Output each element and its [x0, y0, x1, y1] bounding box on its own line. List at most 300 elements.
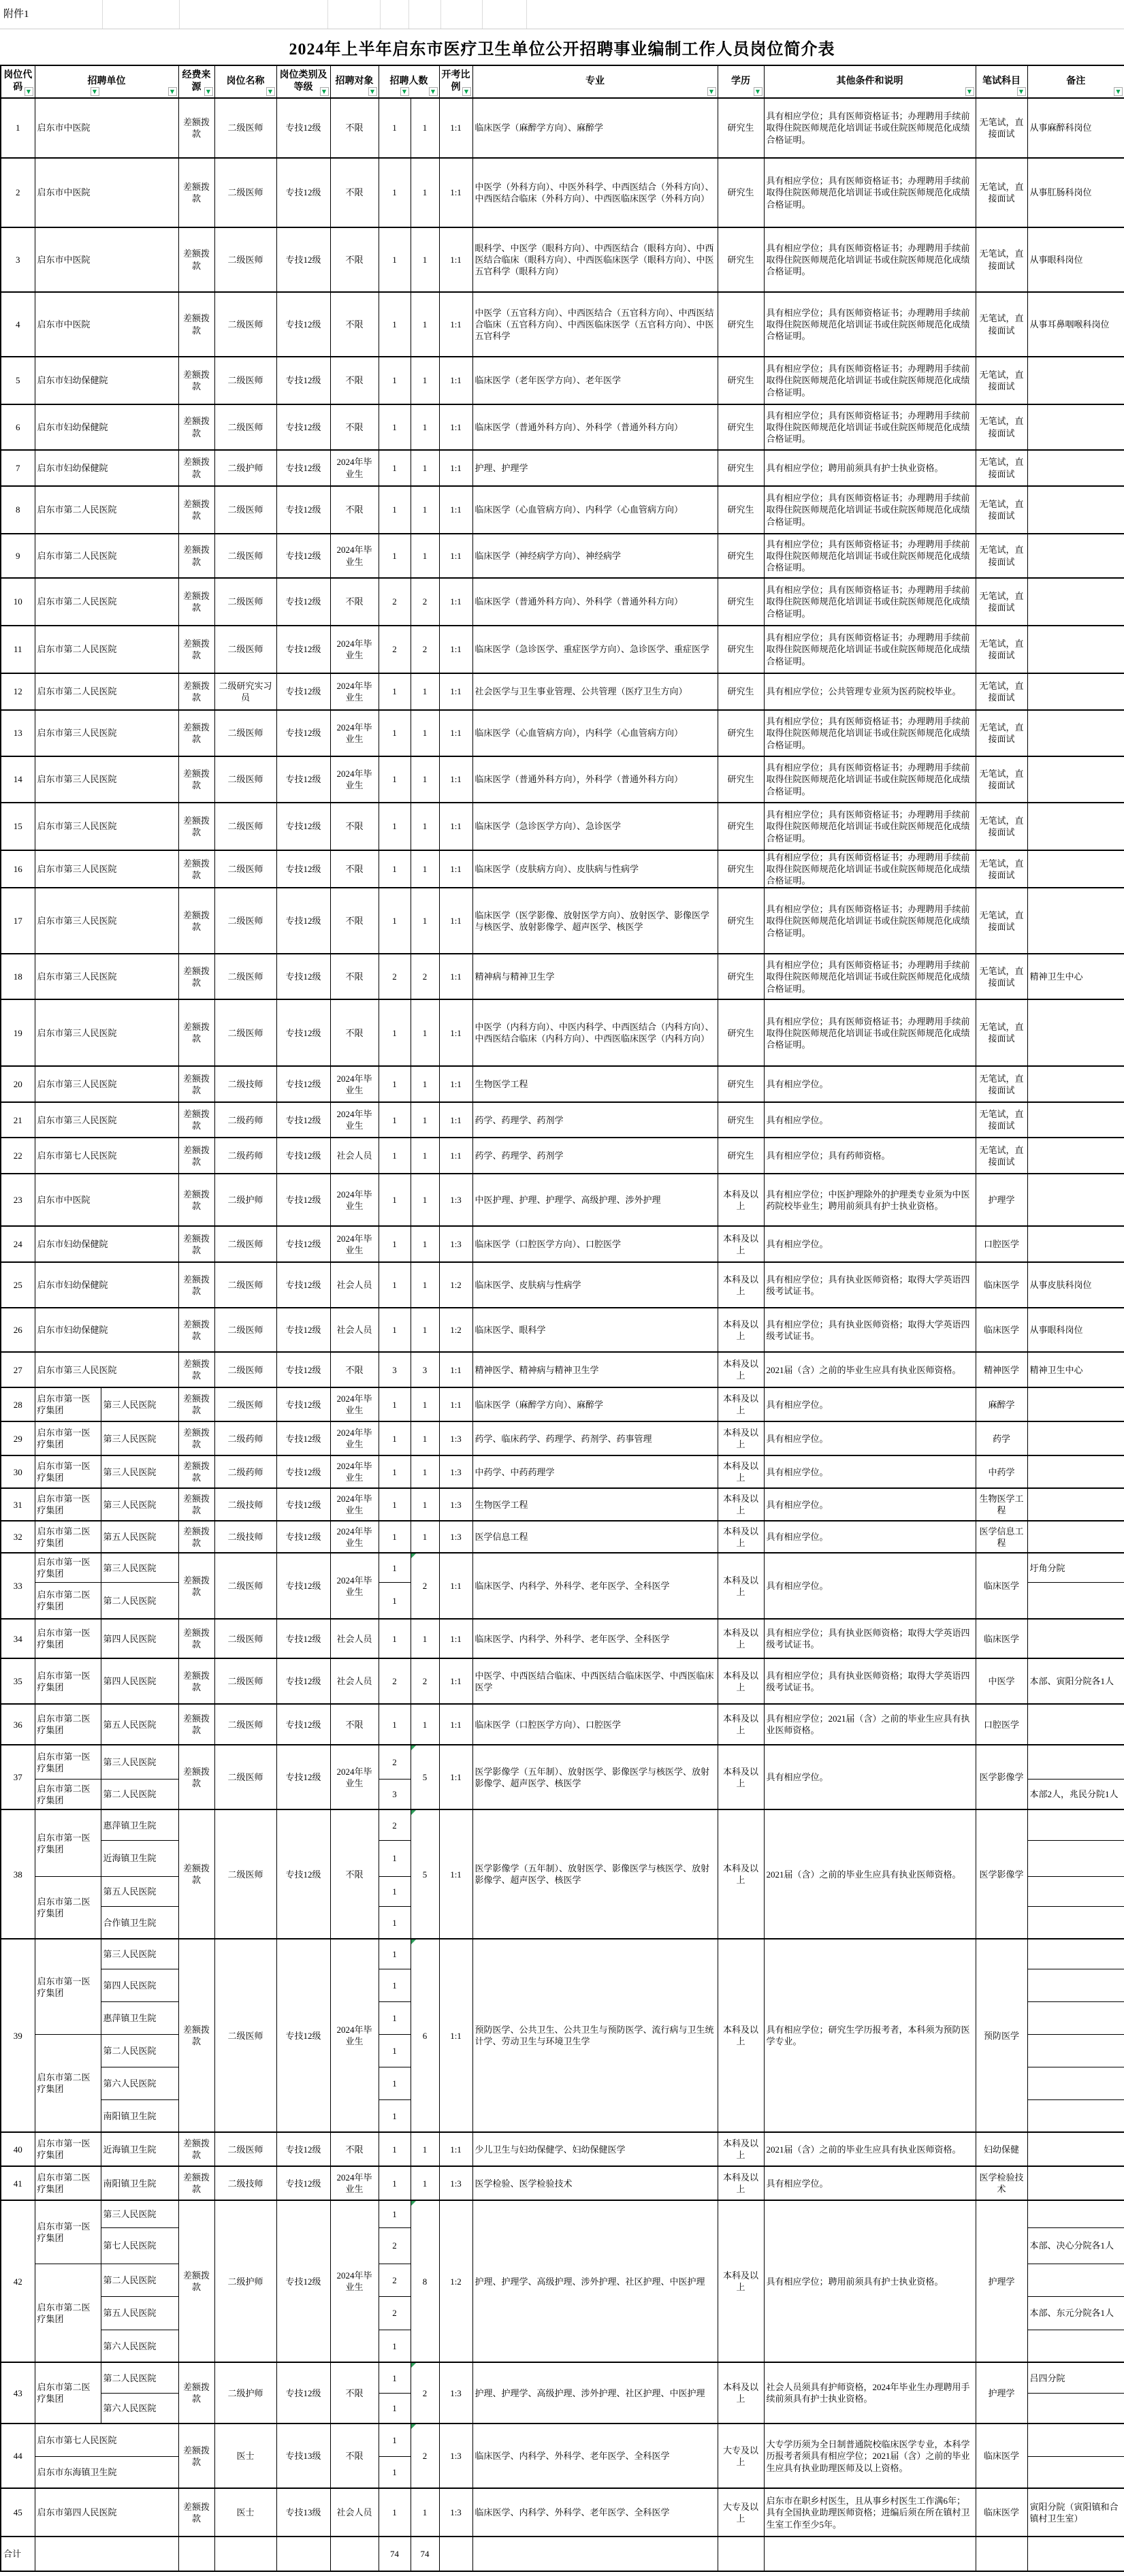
cell-unit-hospital[interactable]: 第二人民医院 — [101, 1779, 178, 1809]
cell-exam[interactable]: 无笔试，直接面试 — [976, 578, 1027, 626]
cell-unit-group[interactable]: 启东市第二医疗集团 — [35, 1779, 101, 1809]
cell-count-total[interactable]: 2 — [411, 1658, 439, 1704]
cell-conditions[interactable]: 2021届（含）之前的毕业生应具有执业医师资格。 — [764, 1352, 976, 1387]
cell-major[interactable]: 临床医学（神经病学方向）、神经病学 — [472, 534, 718, 578]
cell-funding[interactable]: 差额拨款 — [178, 1619, 214, 1658]
cell-count[interactable]: 1 — [379, 158, 411, 227]
cell-count[interactable]: 1 — [379, 1308, 411, 1352]
cell-unit[interactable]: 启东市第四人民医院 — [35, 2488, 178, 2537]
cell-exam[interactable]: 无笔试，直接面试 — [976, 450, 1027, 486]
cell-job-title[interactable]: 二级医师 — [214, 1619, 276, 1658]
cell-major[interactable]: 精神病与精神卫生学 — [472, 954, 718, 999]
cell-job-grade[interactable]: 专技12级 — [276, 803, 330, 850]
cell-degree[interactable] — [718, 2537, 764, 2571]
cell-job-code[interactable]: 11 — [1, 626, 35, 673]
cell-exam[interactable]: 无笔试，直接面试 — [976, 357, 1027, 404]
cell-exam[interactable]: 生物医学工程 — [976, 1488, 1027, 1521]
cell-degree[interactable]: 研究生 — [718, 486, 764, 534]
cell-degree[interactable]: 研究生 — [718, 710, 764, 756]
cell-exam[interactable]: 护理学 — [976, 2362, 1027, 2424]
cell-count[interactable]: 2 — [379, 2264, 411, 2296]
cell-conditions[interactable]: 具有相应学位；具有医师资格证书；办理聘用手续前取得住院医师规范化培训证书或住院医师规范化成绩合格证明。 — [764, 888, 976, 954]
cell-job-grade[interactable]: 专技12级 — [276, 1939, 330, 2132]
cell-exam[interactable]: 无笔试，直接面试 — [976, 1102, 1027, 1138]
cell-target[interactable]: 2024年毕业生 — [330, 1939, 379, 2132]
cell-exam[interactable]: 无笔试，直接面试 — [976, 486, 1027, 534]
cell-remark[interactable]: 精神卫生中心 — [1027, 954, 1124, 999]
cell-conditions[interactable]: 具有相应学位；具有医师资格证书；办理聘用手续前取得住院医师规范化培训证书或住院医师规范化成绩合格证明。 — [764, 756, 976, 803]
cell-remark[interactable] — [1027, 2001, 1124, 2034]
cell-count-total[interactable]: 1 — [411, 2132, 439, 2166]
cell-unit[interactable]: 启东市第二人民医院 — [35, 626, 178, 673]
cell-target[interactable]: 2024年毕业生 — [330, 534, 379, 578]
cell-ratio[interactable]: 1:1 — [439, 1745, 472, 1809]
cell-degree[interactable]: 研究生 — [718, 954, 764, 999]
cell-count[interactable]: 1 — [379, 756, 411, 803]
cell-ratio[interactable]: 1:1 — [439, 404, 472, 450]
cell-job-code[interactable]: 15 — [1, 803, 35, 850]
cell-conditions[interactable]: 具有相应学位。 — [764, 1387, 976, 1421]
cell-job-code[interactable]: 45 — [1, 2488, 35, 2537]
cell-job-grade[interactable]: 专技12级 — [276, 1174, 330, 1226]
cell-major[interactable]: 中医学（外科方向）、中医外科学、中西医结合（外科方向）、中西医结合临床（外科方向）、中西医临床医学（外科方向） — [472, 158, 718, 227]
cell-major[interactable]: 眼科学、中医学（眼科方向）、中西医结合（眼科方向）、中西医结合临床（眼科方向）、中西医临床医学（眼科方向）、中医五官科学（眼科方向） — [472, 227, 718, 292]
cell-job-code[interactable]: 4 — [1, 292, 35, 357]
cell-count[interactable]: 1 — [379, 1840, 411, 1876]
cell-exam[interactable]: 无笔试，直接面试 — [976, 227, 1027, 292]
cell-job-title[interactable]: 二级医师 — [214, 1352, 276, 1387]
cell-funding[interactable]: 差额拨款 — [178, 158, 214, 227]
cell-ratio[interactable]: 1:1 — [439, 1704, 472, 1745]
cell-job-grade[interactable]: 专技12级 — [276, 999, 330, 1066]
cell-exam[interactable]: 医学影像学 — [976, 1809, 1027, 1939]
cell-target[interactable]: 不限 — [330, 1704, 379, 1745]
cell-remark[interactable] — [1027, 1521, 1124, 1553]
cell-count[interactable]: 1 — [379, 1582, 411, 1619]
cell-major[interactable]: 少儿卫生与妇幼保健学、妇幼保健医学 — [472, 2132, 718, 2166]
cell-conditions[interactable]: 具有相应学位；具有医师资格证书；办理聘用手续前取得住院医师规范化培训证书或住院医师规范化成绩合格证明。 — [764, 626, 976, 673]
cell-exam[interactable]: 无笔试，直接面试 — [976, 98, 1027, 158]
cell-unit-group[interactable]: 启东市第二医疗集团 — [35, 1521, 101, 1553]
cell-remark[interactable] — [1027, 2099, 1124, 2132]
cell-funding[interactable]: 差额拨款 — [178, 1421, 214, 1455]
cell-degree[interactable]: 本科及以上 — [718, 1226, 764, 1262]
cell-funding[interactable]: 差额拨款 — [178, 710, 214, 756]
cell-job-code[interactable]: 23 — [1, 1174, 35, 1226]
cell-job-code[interactable]: 31 — [1, 1488, 35, 1521]
cell-count-total[interactable]: 1 — [411, 1421, 439, 1455]
cell-count[interactable]: 1 — [379, 803, 411, 850]
cell-remark[interactable]: 从事眼科岗位 — [1027, 1308, 1124, 1352]
cell-degree[interactable]: 研究生 — [718, 999, 764, 1066]
cell-unit[interactable]: 启东市第三人民医院 — [35, 756, 178, 803]
cell-count[interactable]: 1 — [379, 2200, 411, 2227]
cell-remark[interactable] — [1027, 2166, 1124, 2200]
cell-unit-group[interactable]: 启东市第二医疗集团 — [35, 2264, 101, 2362]
cell-remark[interactable] — [1027, 1745, 1124, 1779]
cell-major[interactable]: 药学、临床药学、药理学、药剂学、药事管理 — [472, 1421, 718, 1455]
cell-count-total[interactable]: 1 — [411, 227, 439, 292]
cell-count[interactable]: 74 — [379, 2537, 411, 2571]
cell-count[interactable]: 1 — [379, 98, 411, 158]
cell-unit-group[interactable]: 启东市第一医疗集团 — [35, 1488, 101, 1521]
cell-job-title[interactable]: 二级医师 — [214, 850, 276, 888]
cell-major[interactable]: 药学、药理学、药剂学 — [472, 1138, 718, 1174]
cell-job-title[interactable]: 二级研究实习员 — [214, 673, 276, 710]
cell-count[interactable]: 1 — [379, 710, 411, 756]
cell-unit-hospital[interactable]: 惠萍镇卫生院 — [101, 2001, 178, 2034]
cell-target[interactable]: 不限 — [330, 292, 379, 357]
cell-remark[interactable] — [1027, 1102, 1124, 1138]
cell-remark[interactable] — [1027, 1809, 1124, 1840]
cell-job-code[interactable]: 17 — [1, 888, 35, 954]
cell-job-grade[interactable]: 专技12级 — [276, 1387, 330, 1421]
cell-degree[interactable]: 研究生 — [718, 404, 764, 450]
cell-exam[interactable]: 预防医学 — [976, 1939, 1027, 2132]
cell-unit-group[interactable]: 启东市第二医疗集团 — [35, 1876, 101, 1939]
cell-degree[interactable]: 研究生 — [718, 1066, 764, 1102]
cell-unit-hospital[interactable]: 第二人民医院 — [101, 1582, 178, 1619]
cell-remark[interactable] — [1027, 850, 1124, 888]
cell-job-code[interactable]: 36 — [1, 1704, 35, 1745]
cell-unit-group[interactable]: 启东市第二医疗集团 — [35, 1704, 101, 1745]
cell-ratio[interactable]: 1:1 — [439, 1352, 472, 1387]
cell-target[interactable]: 不限 — [330, 1352, 379, 1387]
cell-job-title[interactable]: 二级医师 — [214, 1387, 276, 1421]
cell-ratio[interactable]: 1:1 — [439, 888, 472, 954]
cell-unit-hospital[interactable]: 第六人民医院 — [101, 2067, 178, 2099]
cell-target[interactable]: 社会人员 — [330, 1619, 379, 1658]
cell-degree[interactable]: 研究生 — [718, 888, 764, 954]
cell-exam[interactable]: 临床医学 — [976, 1308, 1027, 1352]
cell-funding[interactable]: 差额拨款 — [178, 2132, 214, 2166]
cell-ratio[interactable]: 1:1 — [439, 1387, 472, 1421]
cell-conditions[interactable]: 具有相应学位；具有医师资格证书；办理聘用手续前取得住院医师规范化培训证书或住院医师规范化成绩合格证明。 — [764, 357, 976, 404]
cell-count[interactable]: 2 — [379, 626, 411, 673]
cell-funding[interactable]: 差额拨款 — [178, 1809, 214, 1939]
cell-unit[interactable]: 启东市第三人民医院 — [35, 954, 178, 999]
cell-conditions[interactable]: 具有相应学位；具有医师资格证书；办理聘用手续前取得住院医师规范化培训证书或住院医师规范化成绩合格证明。 — [764, 227, 976, 292]
cell-degree[interactable]: 研究生 — [718, 756, 764, 803]
cell-degree[interactable]: 本科及以上 — [718, 1174, 764, 1226]
cell-ratio[interactable]: 1:1 — [439, 486, 472, 534]
cell-job-grade[interactable]: 专技12级 — [276, 1809, 330, 1939]
cell-job-grade[interactable]: 专技12级 — [276, 1455, 330, 1488]
cell-degree[interactable]: 研究生 — [718, 450, 764, 486]
cell-target[interactable]: 不限 — [330, 803, 379, 850]
cell-count[interactable]: 1 — [379, 2393, 411, 2424]
cell-unit[interactable]: 启东市第三人民医院 — [35, 850, 178, 888]
cell-job-grade[interactable]: 专技12级 — [276, 486, 330, 534]
cell-exam[interactable]: 临床医学 — [976, 2488, 1027, 2537]
cell-unit-group[interactable]: 启东市第二医疗集团 — [35, 2166, 101, 2200]
cell-ratio[interactable]: 1:1 — [439, 626, 472, 673]
cell-degree[interactable]: 本科及以上 — [718, 1745, 764, 1809]
cell-remark[interactable] — [1027, 1138, 1124, 1174]
cell-degree[interactable]: 本科及以上 — [718, 2166, 764, 2200]
cell-job-code[interactable]: 38 — [1, 1809, 35, 1939]
cell-remark[interactable]: 从事皮肤科岗位 — [1027, 1262, 1124, 1308]
cell-conditions[interactable]: 具有相应学位；具有执业医师资格；取得大学英语四级考试证书。 — [764, 1658, 976, 1704]
cell-exam[interactable]: 无笔试，直接面试 — [976, 954, 1027, 999]
filter-icon[interactable] — [429, 87, 438, 96]
cell-target[interactable]: 不限 — [330, 357, 379, 404]
cell-count[interactable]: 1 — [379, 1488, 411, 1521]
cell-conditions[interactable]: 社会人员须具有护师资格，2024年毕业生办理聘用手续前须具有护士执业资格。 — [764, 2362, 976, 2424]
cell-job-title[interactable]: 二级医师 — [214, 626, 276, 673]
cell-exam[interactable]: 无笔试，直接面试 — [976, 626, 1027, 673]
cell-job-grade[interactable]: 专技12级 — [276, 158, 330, 227]
cell-target[interactable]: 不限 — [330, 158, 379, 227]
cell-count-total[interactable]: 5 — [411, 1809, 439, 1939]
cell-job-grade[interactable]: 专技12级 — [276, 98, 330, 158]
cell-degree[interactable]: 本科及以上 — [718, 1704, 764, 1745]
cell-conditions[interactable]: 2021届（含）之前的毕业生应具有执业医师资格。 — [764, 2132, 976, 2166]
filter-icon[interactable] — [168, 87, 177, 96]
cell-unit-hospital[interactable]: 近海镇卫生院 — [101, 1840, 178, 1876]
cell-unit-group[interactable]: 启东市第一医疗集团 — [35, 1745, 101, 1779]
cell-remark[interactable] — [1027, 1582, 1124, 1619]
cell-job-title[interactable]: 二级医师 — [214, 710, 276, 756]
filter-icon[interactable] — [25, 87, 33, 96]
cell-count[interactable]: 1 — [379, 1102, 411, 1138]
cell-major[interactable]: 临床医学、眼科学 — [472, 1308, 718, 1352]
cell-degree[interactable]: 本科及以上 — [718, 2132, 764, 2166]
cell-conditions[interactable]: 具有相应学位；具有医师资格证书；办理聘用手续前取得住院医师规范化培训证书或住院医师规范化成绩合格证明。 — [764, 954, 976, 999]
cell-conditions[interactable]: 具有相应学位；具有医师资格证书；办理聘用手续前取得住院医师规范化培训证书或住院医师规范化成绩合格证明。 — [764, 98, 976, 158]
cell-count-total[interactable]: 1 — [411, 2166, 439, 2200]
cell-unit-hospital[interactable]: 第五人民医院 — [101, 1521, 178, 1553]
cell-major[interactable]: 中药学、中药药理学 — [472, 1455, 718, 1488]
cell-job-code[interactable]: 30 — [1, 1455, 35, 1488]
cell-count[interactable]: 1 — [379, 1553, 411, 1582]
cell-exam[interactable]: 临床医学 — [976, 1619, 1027, 1658]
cell-funding[interactable]: 差额拨款 — [178, 1553, 214, 1619]
cell-count-total[interactable]: 1 — [411, 1226, 439, 1262]
cell-count[interactable]: 2 — [379, 578, 411, 626]
cell-exam[interactable]: 无笔试，直接面试 — [976, 158, 1027, 227]
cell-job-title[interactable]: 二级医师 — [214, 578, 276, 626]
cell-unit-hospital[interactable]: 惠萍镇卫生院 — [101, 1809, 178, 1840]
cell-funding[interactable]: 差额拨款 — [178, 2362, 214, 2424]
filter-icon[interactable] — [266, 87, 275, 96]
cell-target[interactable]: 2024年毕业生 — [330, 1521, 379, 1553]
cell-degree[interactable]: 本科及以上 — [718, 2200, 764, 2362]
cell-exam[interactable]: 护理学 — [976, 1174, 1027, 1226]
cell-count-total[interactable]: 1 — [411, 98, 439, 158]
cell-count[interactable]: 1 — [379, 2424, 411, 2456]
cell-unit[interactable]: 启东市第三人民医院 — [35, 710, 178, 756]
cell-remark[interactable] — [1027, 1969, 1124, 2001]
cell-job-title[interactable]: 二级药师 — [214, 1455, 276, 1488]
cell-exam[interactable]: 口腔医学 — [976, 1226, 1027, 1262]
cell-unit-hospital[interactable]: 南阳镇卫生院 — [101, 2099, 178, 2132]
cell-count-total[interactable]: 2 — [411, 1553, 439, 1619]
cell-target[interactable]: 2024年毕业生 — [330, 2166, 379, 2200]
cell-job-title[interactable]: 二级药师 — [214, 1138, 276, 1174]
cell-unit[interactable]: 启东市妇幼保健院 — [35, 450, 178, 486]
cell-job-code[interactable]: 41 — [1, 2166, 35, 2200]
cell-funding[interactable]: 差额拨款 — [178, 999, 214, 1066]
cell-ratio[interactable]: 1:1 — [439, 357, 472, 404]
cell-degree[interactable]: 研究生 — [718, 534, 764, 578]
cell-major[interactable]: 临床医学（急诊医学、重症医学方向）、急诊医学、重症医学 — [472, 626, 718, 673]
cell-degree[interactable]: 本科及以上 — [718, 1455, 764, 1488]
cell-job-title[interactable]: 二级医师 — [214, 98, 276, 158]
cell-funding[interactable]: 差额拨款 — [178, 98, 214, 158]
cell-job-grade[interactable]: 专技12级 — [276, 1308, 330, 1352]
cell-unit-group[interactable]: 启东市第一医疗集团 — [35, 1387, 101, 1421]
cell-job-title[interactable]: 二级医师 — [214, 1658, 276, 1704]
cell-job-title[interactable]: 二级医师 — [214, 2132, 276, 2166]
cell-ratio[interactable]: 1:3 — [439, 2488, 472, 2537]
cell-count[interactable]: 1 — [379, 2488, 411, 2537]
cell-degree[interactable]: 本科及以上 — [718, 1939, 764, 2132]
cell-job-title[interactable]: 二级医师 — [214, 1809, 276, 1939]
cell-count-total[interactable]: 2 — [411, 954, 439, 999]
cell-target[interactable]: 2024年毕业生 — [330, 673, 379, 710]
cell-remark[interactable] — [1027, 1488, 1124, 1521]
cell-degree[interactable]: 本科及以上 — [718, 1619, 764, 1658]
cell-unit-hospital[interactable]: 第三人民医院 — [101, 1387, 178, 1421]
cell-count-total[interactable]: 1 — [411, 1704, 439, 1745]
cell-funding[interactable]: 差额拨款 — [178, 1387, 214, 1421]
cell-degree[interactable]: 大专及以上 — [718, 2424, 764, 2488]
cell-unit-hospital[interactable]: 第五人民医院 — [101, 1704, 178, 1745]
cell-count[interactable]: 2 — [379, 1745, 411, 1779]
cell-major[interactable]: 临床医学（麻醉学方向）、麻醉学 — [472, 98, 718, 158]
cell-exam[interactable]: 护理学 — [976, 2200, 1027, 2362]
cell-funding[interactable]: 差额拨款 — [178, 673, 214, 710]
cell-job-title[interactable]: 二级护师 — [214, 2362, 276, 2424]
cell-remark[interactable]: 从事麻醉科岗位 — [1027, 98, 1124, 158]
cell-exam[interactable]: 无笔试，直接面试 — [976, 404, 1027, 450]
cell-unit[interactable] — [35, 2537, 178, 2571]
cell-count-total[interactable]: 1 — [411, 1521, 439, 1553]
cell-count-total[interactable]: 1 — [411, 803, 439, 850]
cell-count-total[interactable]: 1 — [411, 850, 439, 888]
cell-count[interactable]: 1 — [379, 1876, 411, 1906]
cell-major[interactable]: 临床医学（普通外科方向）、外科学（普通外科方向） — [472, 578, 718, 626]
cell-unit-hospital[interactable]: 第三人民医院 — [101, 1553, 178, 1582]
cell-exam[interactable] — [976, 2537, 1027, 2571]
cell-count-total[interactable]: 1 — [411, 1174, 439, 1226]
cell-job-grade[interactable]: 专技12级 — [276, 1745, 330, 1809]
cell-job-grade[interactable]: 专技12级 — [276, 1226, 330, 1262]
cell-job-grade[interactable]: 专技12级 — [276, 1262, 330, 1308]
cell-remark[interactable]: 从事眼科岗位 — [1027, 227, 1124, 292]
cell-funding[interactable]: 差额拨款 — [178, 357, 214, 404]
cell-job-code[interactable]: 39 — [1, 1939, 35, 2132]
cell-job-grade[interactable]: 专技12级 — [276, 1102, 330, 1138]
cell-remark[interactable] — [1027, 1876, 1124, 1906]
cell-ratio[interactable]: 1:2 — [439, 1308, 472, 1352]
cell-major[interactable]: 临床医学、内科学、外科学、老年医学、全科医学 — [472, 1553, 718, 1619]
cell-count[interactable]: 3 — [379, 1352, 411, 1387]
cell-ratio[interactable]: 1:1 — [439, 1102, 472, 1138]
cell-count-total[interactable]: 1 — [411, 1102, 439, 1138]
cell-job-code[interactable]: 20 — [1, 1066, 35, 1102]
cell-job-title[interactable]: 二级药师 — [214, 1421, 276, 1455]
cell-job-title[interactable]: 二级医师 — [214, 999, 276, 1066]
cell-unit-hospital[interactable]: 第二人民医院 — [101, 2034, 178, 2067]
cell-ratio[interactable]: 1:3 — [439, 2424, 472, 2488]
cell-target[interactable]: 2024年毕业生 — [330, 1488, 379, 1521]
cell-unit[interactable]: 启东市第三人民医院 — [35, 1066, 178, 1102]
cell-conditions[interactable]: 具有相应学位。 — [764, 1553, 976, 1619]
cell-exam[interactable]: 无笔试，直接面试 — [976, 888, 1027, 954]
cell-job-grade[interactable]: 专技12级 — [276, 2362, 330, 2424]
cell-major[interactable]: 临床医学、皮肤病与性病学 — [472, 1262, 718, 1308]
cell-conditions[interactable] — [764, 2537, 976, 2571]
cell-unit-hospital[interactable]: 近海镇卫生院 — [101, 2132, 178, 2166]
cell-funding[interactable]: 差额拨款 — [178, 1226, 214, 1262]
cell-unit-hospital[interactable]: 第三人民医院 — [101, 1939, 178, 1969]
cell-count[interactable]: 1 — [379, 1939, 411, 1969]
cell-conditions[interactable]: 具有相应学位；具有医师资格证书；办理聘用手续前取得住院医师规范化培训证书或住院医师规范化成绩合格证明。 — [764, 803, 976, 850]
cell-unit-hospital[interactable]: 第二人民医院 — [101, 2362, 178, 2393]
cell-job-code[interactable]: 42 — [1, 2200, 35, 2362]
cell-major[interactable]: 临床医学（皮肤病方向）、皮肤病与性病学 — [472, 850, 718, 888]
cell-ratio[interactable]: 1:1 — [439, 1939, 472, 2132]
cell-job-grade[interactable]: 专技12级 — [276, 357, 330, 404]
cell-major[interactable]: 中医学（五官科方向）、中西医结合（五官科方向）、中西医结合临床（五官科方向）、中西医临床医学（五官科方向）、中医五官科学 — [472, 292, 718, 357]
cell-funding[interactable]: 差额拨款 — [178, 1745, 214, 1809]
cell-unit-hospital[interactable]: 南阳镇卫生院 — [101, 2166, 178, 2200]
cell-count[interactable]: 1 — [379, 1455, 411, 1488]
filter-icon[interactable] — [1114, 87, 1123, 96]
cell-conditions[interactable]: 具有相应学位；具有药师资格。 — [764, 1138, 976, 1174]
cell-conditions[interactable]: 大专学历须为全日制普通院校临床医学专业，本科学历报考者须具有相应学位；2021届（含）之前的毕业生应具有执业助理医师及以上资格。 — [764, 2424, 976, 2488]
cell-conditions[interactable]: 具有相应学位。 — [764, 1226, 976, 1262]
cell-job-grade[interactable]: 专技12级 — [276, 756, 330, 803]
cell-ratio[interactable]: 1:3 — [439, 2362, 472, 2424]
cell-job-grade[interactable] — [276, 2537, 330, 2571]
cell-unit[interactable]: 启东市第二人民医院 — [35, 578, 178, 626]
cell-unit[interactable]: 启东市中医院 — [35, 158, 178, 227]
cell-job-title[interactable]: 二级护师 — [214, 1174, 276, 1226]
cell-job-grade[interactable]: 专技12级 — [276, 850, 330, 888]
cell-count-total[interactable]: 1 — [411, 357, 439, 404]
cell-count-total[interactable]: 1 — [411, 756, 439, 803]
cell-job-code[interactable]: 25 — [1, 1262, 35, 1308]
cell-exam[interactable]: 中药学 — [976, 1455, 1027, 1488]
cell-remark[interactable]: 从事耳鼻咽喉科岗位 — [1027, 292, 1124, 357]
cell-exam[interactable]: 无笔试，直接面试 — [976, 999, 1027, 1066]
filter-icon[interactable] — [320, 87, 329, 96]
cell-ratio[interactable]: 1:1 — [439, 2132, 472, 2166]
cell-job-code[interactable]: 5 — [1, 357, 35, 404]
cell-unit-group[interactable]: 启东市第一医疗集团 — [35, 1619, 101, 1658]
cell-exam[interactable]: 临床医学 — [976, 1262, 1027, 1308]
cell-ratio[interactable]: 1:1 — [439, 450, 472, 486]
cell-unit-hospital[interactable]: 第二人民医院 — [101, 2264, 178, 2296]
cell-job-code[interactable]: 26 — [1, 1308, 35, 1352]
cell-exam[interactable]: 无笔试，直接面试 — [976, 710, 1027, 756]
cell-job-grade[interactable]: 专技12级 — [276, 673, 330, 710]
cell-job-code[interactable]: 12 — [1, 673, 35, 710]
cell-count[interactable]: 1 — [379, 292, 411, 357]
cell-major[interactable]: 中医学（内科方向）、中医内科学、中西医结合（内科方向）、中西医结合临床（内科方向）、中西医临床医学（内科方向） — [472, 999, 718, 1066]
cell-remark[interactable] — [1027, 803, 1124, 850]
cell-remark[interactable] — [1027, 1226, 1124, 1262]
cell-count[interactable]: 1 — [379, 450, 411, 486]
cell-major[interactable]: 临床医学（口腔医学方向）、口腔医学 — [472, 1704, 718, 1745]
cell-conditions[interactable]: 具有相应学位。 — [764, 1455, 976, 1488]
cell-major[interactable]: 医学影像学（五年制）、放射医学、影像医学与核医学、放射影像学、超声医学、核医学 — [472, 1745, 718, 1809]
cell-unit-hospital[interactable]: 第三人民医院 — [101, 1421, 178, 1455]
cell-count-total[interactable]: 1 — [411, 1488, 439, 1521]
